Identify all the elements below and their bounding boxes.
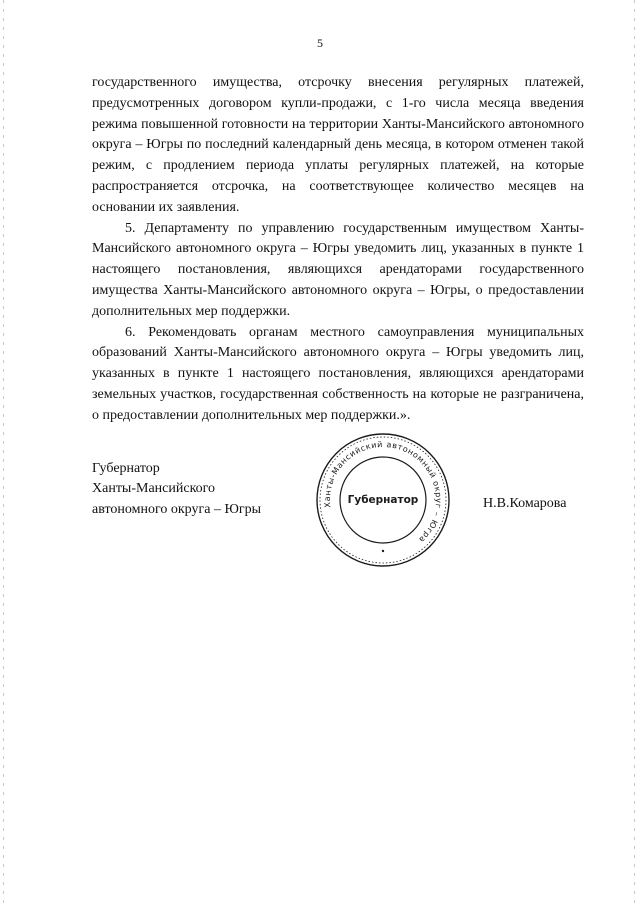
scan-edge-left [3,0,4,905]
stamp-dot [382,550,384,552]
paragraph-continuation: государственного имущества, отсрочку внесения регулярных платежей, предусмотренных договором купли-продажи, с 1-го числа месяца введения режима повышенной готовности на территории Ханты-Мансийского автономного округа – Югры по последний календарный день месяца, в котором отменен такой режим, с продлением периода уплаты регулярных платежей, на которые распространяется отсрочка, на соответствующее количество месяцев на основании их заявления. [92,75,584,215]
stamp-center-text: Губернатор [347,494,419,506]
page-number: 5 [317,36,323,50]
signatory-title-line: автономного округа – Югры [92,501,261,517]
signatory-title [92,459,292,520]
signatory-title-line: Губернатор [92,461,160,476]
signer-name: Н.В.Комарова [483,496,567,511]
scan-edge-right [634,0,635,905]
document-body [92,73,584,427]
paragraph-item-5: 5. Департаменту по управлению государственным имуществом Ханты-Мансийского автономного округа – Югры уведомить лиц, указанных в пункте 1 настоящего постановления, являющихся арендаторами государственного имущества Ханты-Мансийского автономного округа – Югры, о предоставлении дополнительных мер поддержки. [92,220,584,319]
official-stamp [313,430,453,570]
stamp-ring-text: Ханты-Мансийский автономный округ – Югра [322,439,444,545]
paragraph-item-6: 6. Рекомендовать органам местного самоуправления муниципальных образований Ханты-Мансийского автономного округа – Югры уведомить лиц, указанных в пункте 1 настоящего постановления, являющихся арендаторами земельных участков, государственная собственность на которые не разграничена, о предоставлении дополнительных мер поддержки.». [92,324,584,423]
signatory-title-line: Ханты-Мансийского [92,481,216,497]
